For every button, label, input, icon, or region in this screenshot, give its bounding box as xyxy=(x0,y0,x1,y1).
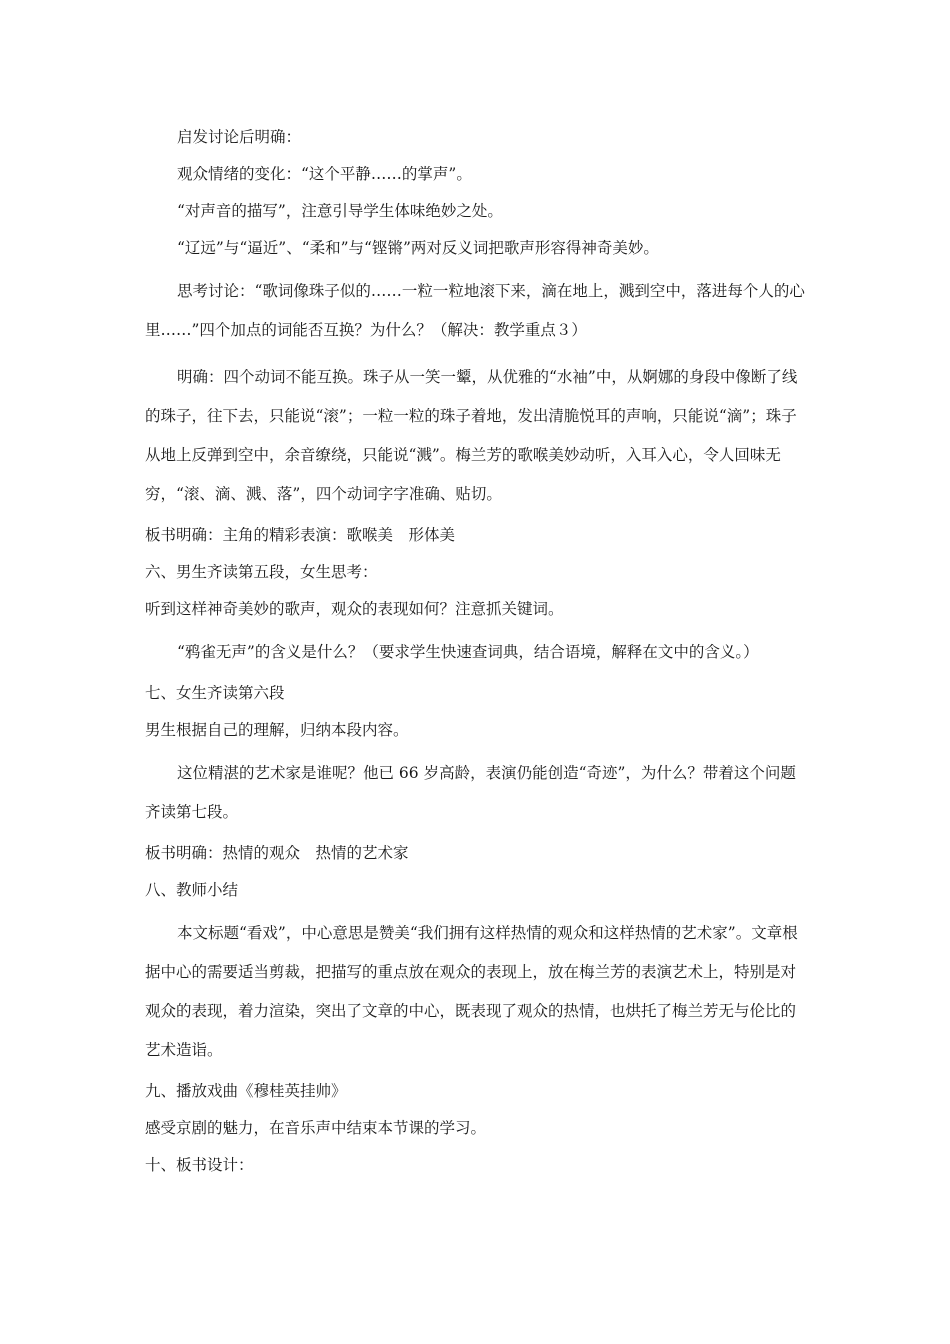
paragraph-think-discuss: 思考讨论：“歌词像珠子似的……一粒一粒地滚下来，滴在地上，溅到空中，落进每个人的心里……”四个加点的词能否互换？为什么？（解决：教学重点３） xyxy=(145,282,805,339)
paragraph-summarize-section: 男生根据自己的理解，归纳本段内容。 xyxy=(145,721,409,739)
section-heading-6: 六、男生齐读第五段，女生思考： xyxy=(145,563,378,581)
section-heading-9: 九、播放戏曲《穆桂英挂帅》 xyxy=(145,1082,347,1100)
section-heading-7: 七、女生齐读第六段 xyxy=(145,684,285,702)
paragraph-audience-reaction: 听到这样神奇美妙的歌声，观众的表现如何？注意抓关键词。 xyxy=(145,600,564,618)
paragraph-audience-emotion: 观众情绪的变化：“这个平静……的掌声”。 xyxy=(177,165,472,183)
paragraph-sound-description: “对声音的描写”，注意引导学生体味绝妙之处。 xyxy=(177,202,503,220)
paragraph-verbs-explanation: 明确：四个动词不能互换。珠子从一笑一颦，从优雅的“水袖”中，从婀娜的身段中像断了线的珠子，往下去，只能说“滚”；一粒一粒的珠子着地，发出清脆悦耳的声响，只能说“滴”；珠子从地上反弹到空中，余音缭绕，只能说“溅”。梅兰芳的歌喉美妙动听，入耳入心，令人回味无穷，“滚、滴、溅、落”，四个动词字字准确、贴切。 xyxy=(145,368,798,503)
paragraph-silence-meaning: “鸦雀无声”的含义是什么？（要求学生快速查词典，结合语境，解释在文中的含义。） xyxy=(177,643,759,661)
paragraph-discussion-intro: 启发讨论后明确： xyxy=(177,128,302,146)
paragraph-opera-feeling: 感受京剧的魅力，在音乐声中结束本节课的学习。 xyxy=(145,1119,487,1137)
paragraph-antonyms: “辽远”与“逼近”、“柔和”与“铿锵”两对反义词把歌声形容得神奇美妙。 xyxy=(177,239,659,257)
document-body xyxy=(145,124,805,1189)
paragraph-teacher-summary: 本文标题“看戏”，中心意思是赞美“我们拥有这样热情的观众和这样热情的艺术家”。文章根据中心的需要适当剪裁，把描写的重点放在观众的表现上，放在梅兰芳的表演艺术上，特别是对观众的表现，着力渲染，突出了文章的中心，既表现了观众的热情，也烘托了梅兰芳无与伦比的艺术造诣。 xyxy=(145,924,798,1059)
paragraph-board-note-2: 板书明确：热情的观众 热情的艺术家 xyxy=(145,844,409,862)
section-heading-10: 十、板书设计： xyxy=(145,1156,254,1174)
paragraph-artist-question: 这位精湛的艺术家是谁呢？他已 66 岁高龄，表演仍能创造“奇迹”，为什么？带着这个问题齐读第七段。 xyxy=(145,764,796,821)
section-heading-8: 八、教师小结 xyxy=(145,881,239,899)
paragraph-board-note-1: 板书明确：主角的精彩表演：歌喉美 形体美 xyxy=(145,526,456,544)
